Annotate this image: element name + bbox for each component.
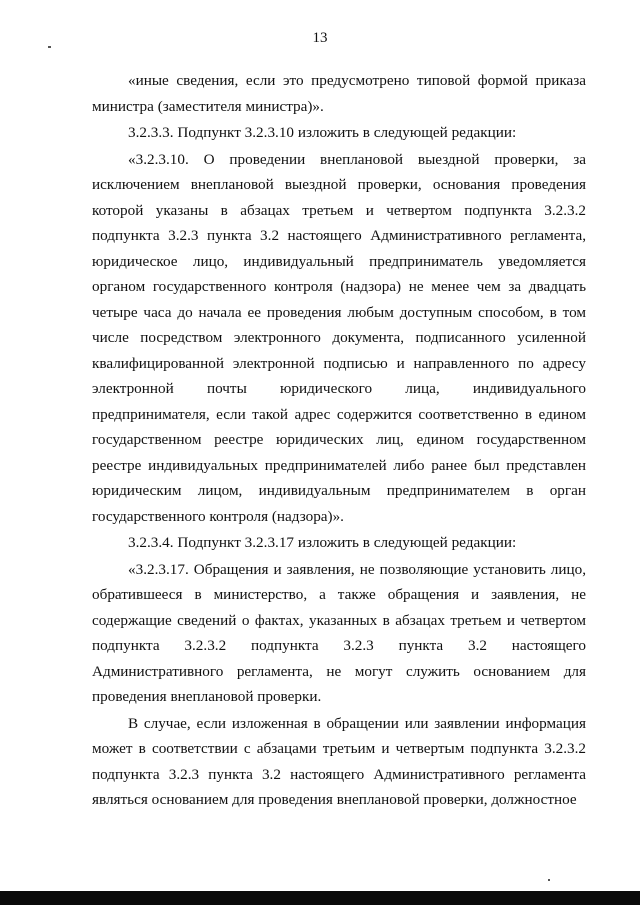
scan-bottom-border: [0, 891, 640, 905]
paragraph-unscheduled-inspection-notice: «3.2.3.10. О проведении внеплановой выездной проверки, за исключением внеплановой выездной проверки, основания проведения которой указаны в абзацах третьем и четвертом подпункта 3.2.3.2 подпункта 3.2.3 пункта 3.2 настоящего Административного регламента, юридическое лицо, индивидуальный предприниматель уведомляется органом государственного контроля (надзора) не менее чем за двадцать четыре часа до начала ее проведения любым доступным способом, в том числе посредством электронного документа, подписанного усиленной квалифицированной электронной подписью и направленного по адресу электронной почты юридического лица, индивидуального предпринимателя, если такой адрес содержится соответственно в едином государственном реестре юридических лиц, едином государственном реестре индивидуальных предпринимателей либо ранее был представлен юридическим лицом, индивидуальным предпринимателем в орган государственного контроля (надзора)».: [92, 150, 586, 525]
paragraph-subitem-3-2-3-3: 3.2.3.3. Подпункт 3.2.3.10 изложить в следующей редакции:: [128, 124, 517, 141]
paragraph-in-case-information: В случае, если изложенная в обращении или заявлении информация может в соответствии с абзацами третьим и четвертым подпункта 3.2.3.2 подпункта 3.2.3 пункта 3.2 настоящего Административного регламента являться основанием для проведения внеплановой проверки, должностное: [92, 714, 586, 808]
scan-speck: [548, 879, 550, 881]
page-number: 13: [312, 30, 328, 46]
document-body: [92, 68, 586, 813]
paragraph-subitem-3-2-3-4: 3.2.3.4. Подпункт 3.2.3.17 изложить в следующей редакции:: [128, 534, 517, 551]
scan-speck: [48, 46, 51, 48]
paragraph-other-info: «иные сведения, если это предусмотрено типовой формой приказа министра (заместителя министра)».: [92, 72, 586, 115]
paragraph-appeals-and-applications: «3.2.3.17. Обращения и заявления, не позволяющие установить лицо, обратившееся в министерство, а также обращения и заявления, не содержащие сведений о фактах, указанных в абзацах третьем и четвертом подпункта 3.2.3.2 подпункта 3.2.3 пункта 3.2 настоящего Административного регламента, не могут служить основанием для проведения внеплановой проверки.: [92, 560, 586, 705]
